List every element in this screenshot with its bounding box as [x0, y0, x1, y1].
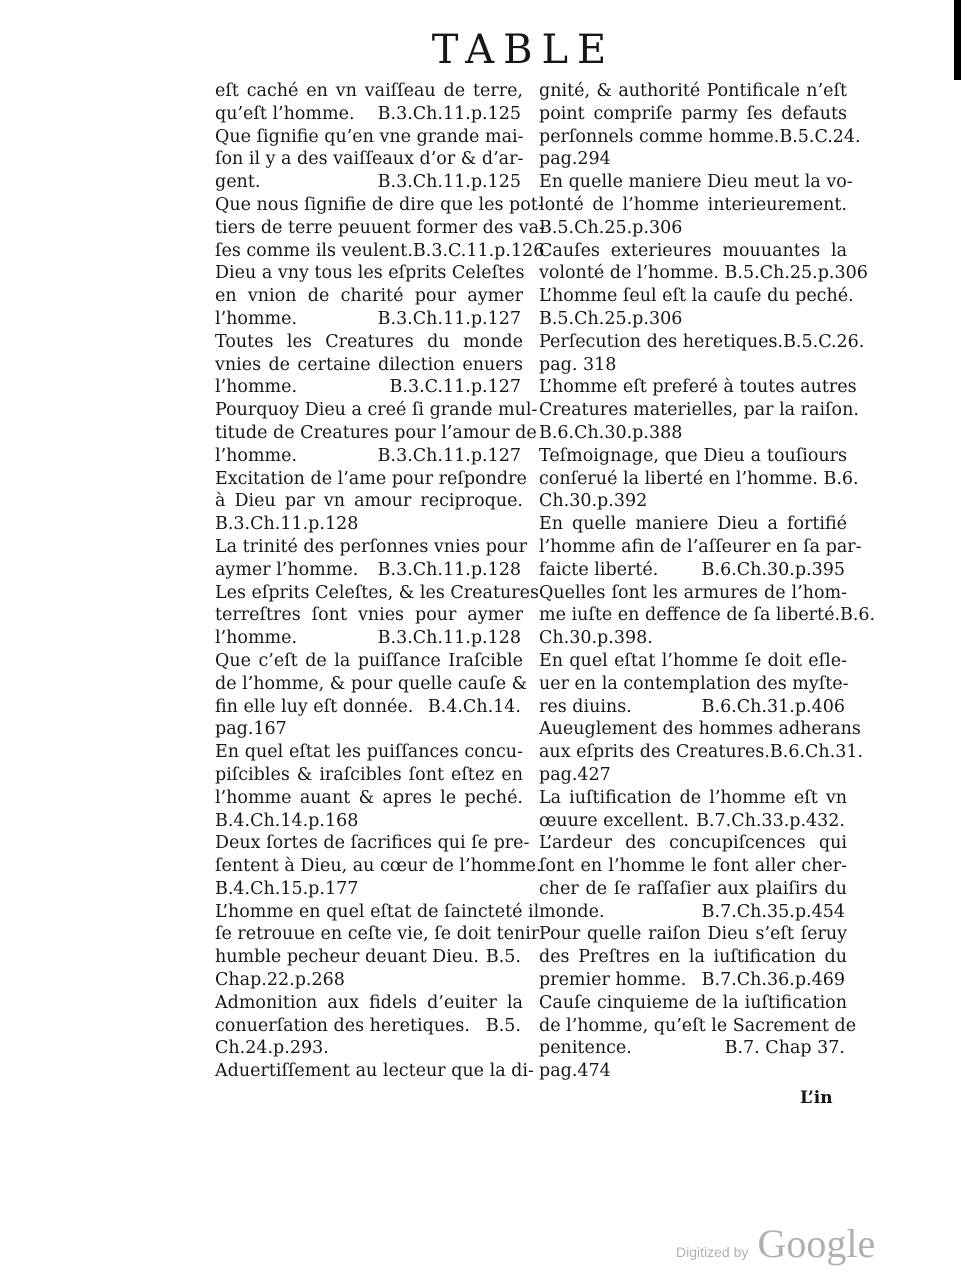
index-entry-reference: B.3.C.11.p.126: [412, 240, 545, 261]
watermark-logo: Google: [757, 1221, 876, 1266]
index-entry-text: res diuins.: [539, 696, 632, 717]
index-line: [215, 559, 523, 582]
index-line: Pourquoy Dieu a creé ſi grande mul-: [215, 400, 538, 421]
index-line: B.5.Ch.25.p.306: [539, 308, 683, 329]
index-line: Quelles ſont les armures de l’hom-: [539, 582, 847, 603]
index-line: B.3.Ch.11.p.128: [215, 514, 359, 535]
index-line: [539, 969, 847, 992]
index-entry-text: humble pecheur deuant Dieu.: [215, 947, 479, 968]
index-line: [215, 171, 523, 194]
index-line: En quelle maniere Dieu meut la vo-: [539, 172, 853, 193]
index-line: aux eſprits des Creatures.B.6.Ch.31.: [539, 742, 864, 763]
index-entry-text: premier homme.: [539, 970, 687, 991]
index-line: Les eſprits Celeſtes, & les Creatures: [215, 582, 539, 603]
digitized-watermark: [676, 1220, 875, 1267]
index-line: L’homme en quel eſtat de ſaincteté il: [215, 901, 540, 922]
index-line: Creatures materielles, par la raiſon.: [539, 400, 859, 421]
index-entry-text: ſes comme ils veulent.: [215, 240, 413, 261]
page-title: TABLE: [431, 27, 616, 73]
index-line: [215, 240, 545, 263]
left-column: [215, 80, 545, 1083]
index-line: La trinité des perſonnes vnies pour: [215, 536, 527, 557]
index-line: B.5.Ch.25.p.306: [539, 217, 683, 238]
index-line: Excitation de l’ame pour reſpondre: [215, 468, 527, 489]
index-entry-reference: B.7.Ch.35.p.454: [701, 901, 845, 922]
index-entry-text: l’homme.: [215, 445, 298, 466]
index-line: Cauſe cinquieme de la iuſtification: [539, 992, 847, 1013]
index-line: [215, 696, 523, 719]
index-line: L’homme eſt preferé à toutes autres: [539, 377, 857, 398]
index-line: vnies de certaine dilection enuers: [215, 354, 523, 375]
index-entry-text: penitence.: [539, 1038, 632, 1059]
index-entry-reference: B.3.C.11.p.127: [389, 377, 521, 398]
index-entry-text: l’homme.: [215, 308, 298, 329]
index-entry-text: œuure excellent.: [539, 810, 689, 831]
index-entry-reference: B.5.: [485, 1015, 521, 1036]
index-line: ſentent à Dieu, au cœur de l’homme.: [215, 856, 542, 877]
index-line: [215, 308, 523, 331]
index-line: [539, 559, 847, 582]
index-line: L’ardeur des concupiſcences qui: [539, 833, 847, 854]
index-entry-reference: B.7.Ch.33.p.432.: [696, 810, 845, 831]
index-entry-reference: B.6.Ch.30.p.395: [701, 559, 845, 580]
index-entry-reference: B.5.: [485, 947, 521, 968]
index-line: L’homme ſeul eſt la cauſe du peché.: [539, 286, 854, 307]
index-line: ſe retrouue en ceſte vie, ſe doit tenir: [215, 924, 540, 945]
index-entry-text: qu’eſt l’homme.: [215, 103, 355, 124]
index-line: lonté de l’homme interieurement.: [539, 194, 847, 215]
index-line: Aueuglement des hommes adherans: [539, 719, 861, 740]
index-entry-text: faicte liberté.: [539, 559, 659, 580]
index-line: Perſecution des heretiques.B.5.C.26.: [539, 331, 865, 352]
index-line: Aduertiſſement au lecteur que la di-: [215, 1061, 534, 1082]
index-entry-text: l’homme.: [215, 628, 298, 649]
index-line: pag.294: [539, 149, 611, 170]
index-line: Chap.22.p.268: [215, 970, 345, 991]
index-line: [215, 1015, 523, 1038]
index-line: [215, 627, 523, 650]
index-entry-text: conuerſation des heretiques.: [215, 1015, 470, 1036]
index-entry-reference: B.3.Ch.11.p.128: [377, 559, 521, 580]
index-line: eſt caché en vn vaiſſeau de terre,: [215, 81, 523, 101]
index-line: B.4.Ch.15.p.177: [215, 878, 359, 899]
index-line: me iuſte en deffence de ſa liberté.B.6.: [539, 605, 876, 626]
index-line: En quelle maniere Dieu a fortifié: [539, 514, 847, 535]
index-line: pag.427: [539, 764, 611, 785]
index-entry-text: l’homme.: [215, 377, 298, 398]
index-line: l’homme afin de l’aſſeurer en ſa par-: [539, 536, 862, 557]
index-line: Teſmoignage, que Dieu a touſiours: [539, 445, 847, 466]
index-line: terreſtres ſont vnies pour aymer: [215, 605, 523, 626]
index-line: ſont en l’homme le font aller cher-: [539, 856, 847, 877]
index-line: Dieu a vny tous les eſprits Celeſtes: [215, 263, 525, 284]
index-line: Deux ſortes de ſacrifices qui ſe pre-: [215, 833, 530, 854]
index-entry-text: aymer l’homme.: [215, 559, 359, 580]
index-line: cher de ſe raſſaſier aux plaiſirs du: [539, 878, 847, 899]
index-line: volonté de l’homme. B.5.Ch.25.p.306: [539, 263, 868, 284]
index-line: perſonnels comme homme.B.5.C.24.: [539, 126, 861, 147]
index-line: La iuſtification de l’homme eſt vn: [539, 787, 847, 808]
index-entry-reference: B.7.Ch.36.p.469: [701, 970, 845, 991]
index-line: Cauſes exterieures mouuantes la: [539, 240, 847, 261]
index-line: Toutes les Creatures du monde: [215, 331, 523, 352]
index-line: tiers de terre peuuent former des va-: [215, 217, 545, 238]
index-line: Pour quelle raiſon Dieu s’eſt ſeruy: [539, 924, 847, 945]
index-line: [539, 901, 847, 924]
index-line: [215, 946, 523, 969]
right-column: [539, 80, 876, 1083]
index-entry-text: gent.: [215, 172, 261, 193]
index-line: Que c’eſt de la puiſſance Iraſcible: [215, 650, 523, 671]
index-line: Admonition aux fidels d’euiter la: [215, 992, 523, 1013]
index-line: Que ſignifie qu’en vne grande mai-: [215, 126, 524, 147]
index-line: [539, 810, 847, 833]
index-line: En quel eſtat les puiſſances concu-: [215, 742, 523, 763]
index-line: [539, 696, 847, 719]
index-entry-text: fin elle luy eſt donnée.: [215, 696, 414, 717]
index-line: Que nous ſignifie de dire que les pot-: [215, 194, 544, 215]
index-line: point compriſe parmy ſes defauts: [539, 103, 847, 124]
index-line: B.6.Ch.30.p.388: [539, 422, 683, 443]
index-entry-text: monde.: [539, 901, 605, 922]
index-line: l’homme auant & apres le peché.: [215, 787, 523, 808]
index-line: pag.474: [539, 1061, 611, 1082]
index-line: Ch.30.p.392: [539, 491, 648, 512]
index-entry-reference: B.3.Ch.11.p.127: [377, 308, 521, 329]
watermark-small-text: Digitized by: [676, 1244, 749, 1260]
index-line: de l’homme, qu’eſt le Sacrement de: [539, 1015, 857, 1036]
index-line: gnité, & authorité Pontificale n’eſt: [539, 81, 847, 101]
index-entry-reference: B.4.Ch.14.: [427, 696, 521, 717]
index-line: à Dieu par vn amour reciproque.: [215, 491, 523, 512]
index-entry-reference: B.7. Chap 37.: [724, 1038, 845, 1059]
index-line: B.4.Ch.14.p.168: [215, 810, 359, 831]
index-line: uer en la contemplation des myſte-: [539, 673, 849, 694]
index-entry-reference: B.3.Ch.11.p.127: [377, 445, 521, 466]
index-line: En quel eſtat l’homme ſe doit eſle-: [539, 650, 847, 671]
index-entry-reference: B.3.Ch.11.p.125: [377, 172, 521, 193]
index-line: en vnion de charité pour aymer: [215, 286, 523, 307]
index-line: titude de Creatures pour l’amour de: [215, 422, 537, 443]
index-line: Ch.24.p.293.: [215, 1038, 329, 1059]
index-line: piſcibles & iraſcibles ſont eſtez en: [215, 764, 523, 785]
index-entry-reference: B.3.Ch.11.p.125: [377, 103, 521, 124]
index-line: [215, 445, 523, 468]
index-line: [215, 103, 523, 126]
index-line: de l’homme, & pour quelle cauſe &: [215, 673, 528, 694]
index-line: conſerué la liberté en l’homme. B.6.: [539, 468, 859, 489]
index-entry-reference: B.6.Ch.31.p.406: [701, 696, 845, 717]
index-line: des Preſtres en la iuſtification du: [539, 947, 847, 968]
index-line: Ch.30.p.398.: [539, 628, 653, 649]
index-line: ſon il y a des vaiſſeaux d’or & d’ar-: [215, 149, 524, 170]
index-line: pag. 318: [539, 354, 617, 375]
index-entry-reference: B.3.Ch.11.p.128: [377, 628, 521, 649]
catchword: L’in: [800, 1088, 833, 1108]
index-line: pag.167: [215, 719, 287, 740]
index-line: [539, 1037, 847, 1060]
index-line: [215, 376, 523, 399]
